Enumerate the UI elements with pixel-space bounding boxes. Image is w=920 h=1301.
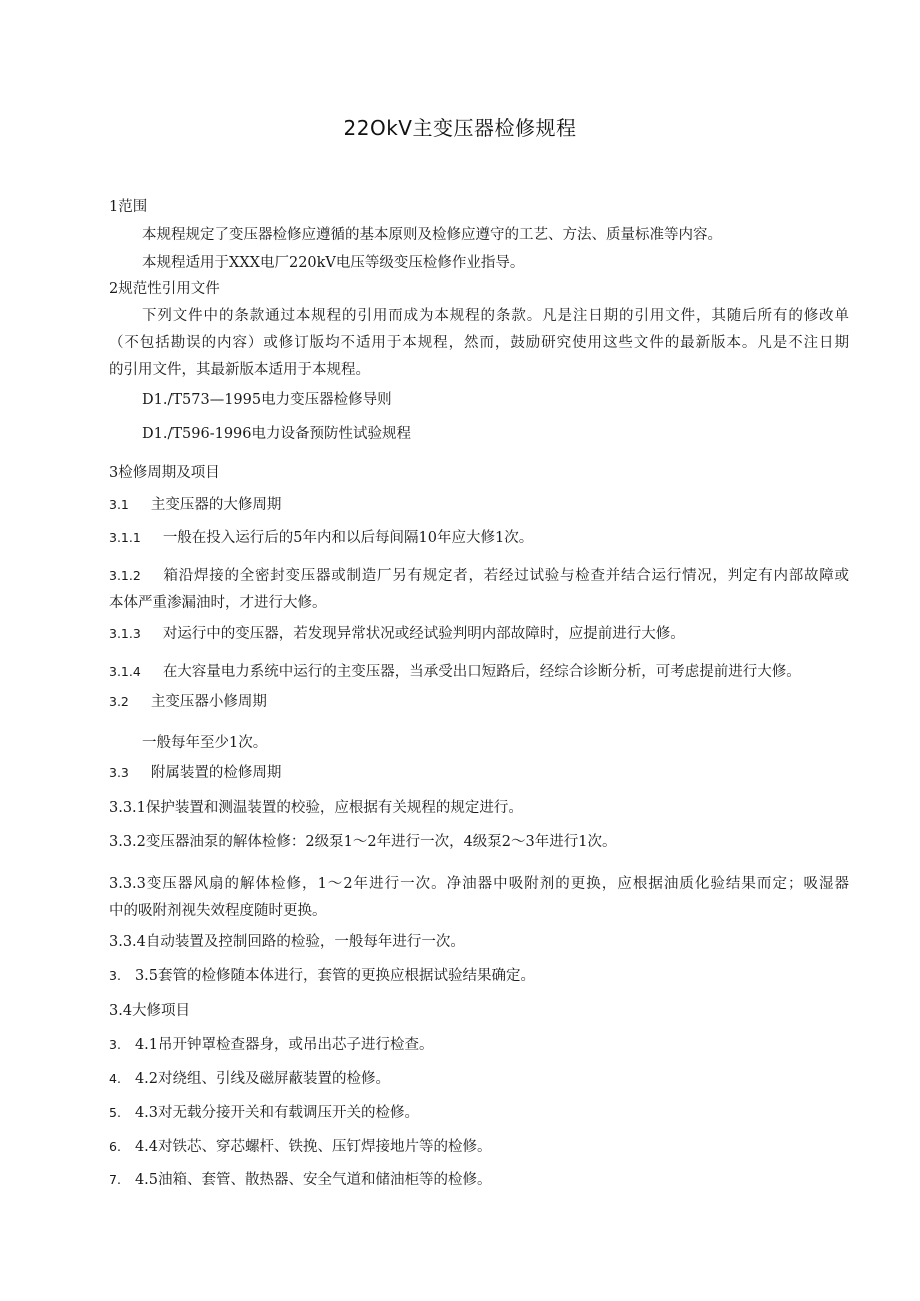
section-2-paragraph-line-2: （不包括勘误的内容）或修订版均不适用于本规程，然而，鼓励研究使用这些文件的最新版本。凡是不注日期 xyxy=(109,335,849,351)
clause-number: 3.1.1 xyxy=(109,530,141,545)
section-2-paragraph-line-3: 的引用文件，其最新版本适用于本规程。 xyxy=(109,362,370,378)
clause-text: 3.5套管的检修随本体进行，套管的更换应根据试验结果确定。 xyxy=(134,968,535,984)
clause-text: 附属装置的检修周期 xyxy=(150,765,282,781)
clause-text: 在大容量电力系统中运行的主变压器，当承受出口短路后，经综合诊断分析，可考虑提前进行大修。 xyxy=(162,664,801,680)
list-item-text: 4.2对绕组、引线及磁屏蔽装置的检修。 xyxy=(134,1071,390,1087)
list-item-text: 4.1吊开钟罩检查器身，或吊出芯子进行检查。 xyxy=(134,1037,434,1053)
section-3-3-3-line-2: 中的吸附剂视失效程度随时更换。 xyxy=(109,903,327,919)
list-item xyxy=(109,1102,849,1124)
clause-text: 主变压器的大修周期 xyxy=(150,497,282,513)
section-1-heading: 1范围 xyxy=(109,199,148,215)
section-3-2 xyxy=(109,691,849,713)
section-3-3-3-line-1: 3.3.3变压器风扇的解体检修，1～2年进行一次。净油器中吸附剂的更换，应根据油质化验结果而定；吸湿器 xyxy=(109,876,849,892)
section-3-1-2-line-1 xyxy=(109,565,849,587)
clause-number: 3.1.3 xyxy=(109,626,141,641)
document-title: 22OkV主变压器检修规程 xyxy=(343,116,577,140)
list-marker: 3. xyxy=(109,968,121,983)
list-item xyxy=(109,1068,849,1090)
list-marker: 3. xyxy=(109,1037,121,1052)
list-marker: 7. xyxy=(109,1172,121,1187)
section-3-heading: 3检修周期及项目 xyxy=(109,465,220,481)
list-item xyxy=(109,1034,849,1056)
list-item-text: 4.3对无载分接开关和有载调压开关的检修。 xyxy=(134,1105,419,1121)
clause-text: 对运行中的变压器，若发现异常状况或经试验判明内部故障时，应提前进行大修。 xyxy=(162,626,685,642)
section-1-paragraph-1: 本规程规定了变压器检修应遵循的基本原则及检修应遵守的工艺、方法、质量标准等内容。 xyxy=(142,227,722,243)
section-3-1-1 xyxy=(109,527,849,549)
list-marker: 4. xyxy=(109,1071,121,1086)
section-3-3-4: 3.3.4自动装置及控制回路的检验，一般每年进行一次。 xyxy=(109,934,465,950)
reference-standard-2: D1./T596-1996电力设备预防性试验规程 xyxy=(142,426,411,442)
reference-standard-1: D1./T573—1995电力变压器检修导则 xyxy=(142,392,392,408)
clause-number: 3.2 xyxy=(109,694,129,709)
section-3-4-heading: 3.4大修项目 xyxy=(109,1003,191,1019)
list-item xyxy=(109,1169,849,1191)
list-item-text: 4.4对铁芯、穿芯螺杆、铁挽、压钉焊接地片等的检修。 xyxy=(134,1139,492,1155)
section-2-heading: 2规范性引用文件 xyxy=(109,281,220,297)
section-2-paragraph-line-1: 下列文件中的条款通过本规程的引用而成为本规程的条款。凡是注日期的引用文件，其随后所有的修改单 xyxy=(142,308,849,324)
section-3-3 xyxy=(109,762,849,784)
section-3-1-2-line-2: 本体严重渗漏油时，才进行大修。 xyxy=(109,595,327,611)
section-3-2-body: 一般每年至少1次。 xyxy=(142,735,268,751)
section-3-3-1: 3.3.1保护装置和测温装置的校验，应根据有关规程的规定进行。 xyxy=(109,800,523,816)
section-3-3-5 xyxy=(109,965,849,987)
section-3-3-2: 3.3.2变压器油泵的解体检修：2级泵1～2年进行一次，4级泵2～3年进行1次。 xyxy=(109,834,617,850)
list-item xyxy=(109,1136,849,1158)
list-marker: 6. xyxy=(109,1139,121,1154)
clause-text: 主变压器小修周期 xyxy=(150,694,267,710)
section-3-1-4 xyxy=(109,661,849,683)
section-3-1 xyxy=(109,494,849,516)
clause-text: 一般在投入运行后的5年内和以后每间隔10年应大修1次。 xyxy=(162,530,534,546)
section-1-paragraph-2: 本规程适用于XXX电厂220kV电压等级变压检修作业指导。 xyxy=(142,255,525,271)
clause-number: 3.1.2 xyxy=(109,568,141,583)
section-3-1-3 xyxy=(109,623,849,645)
list-marker: 5. xyxy=(109,1105,121,1120)
clause-number: 3.1.4 xyxy=(109,664,141,679)
clause-text: 箱沿焊接的全密封变压器或制造厂另有规定者，若经过试验与检查并结合运行情况，判定有内部故障或 xyxy=(162,568,849,584)
clause-number: 3.1 xyxy=(109,497,129,512)
list-item-text: 4.5油箱、套管、散热器、安全气道和储油柜等的检修。 xyxy=(134,1172,492,1188)
clause-number: 3.3 xyxy=(109,765,129,780)
